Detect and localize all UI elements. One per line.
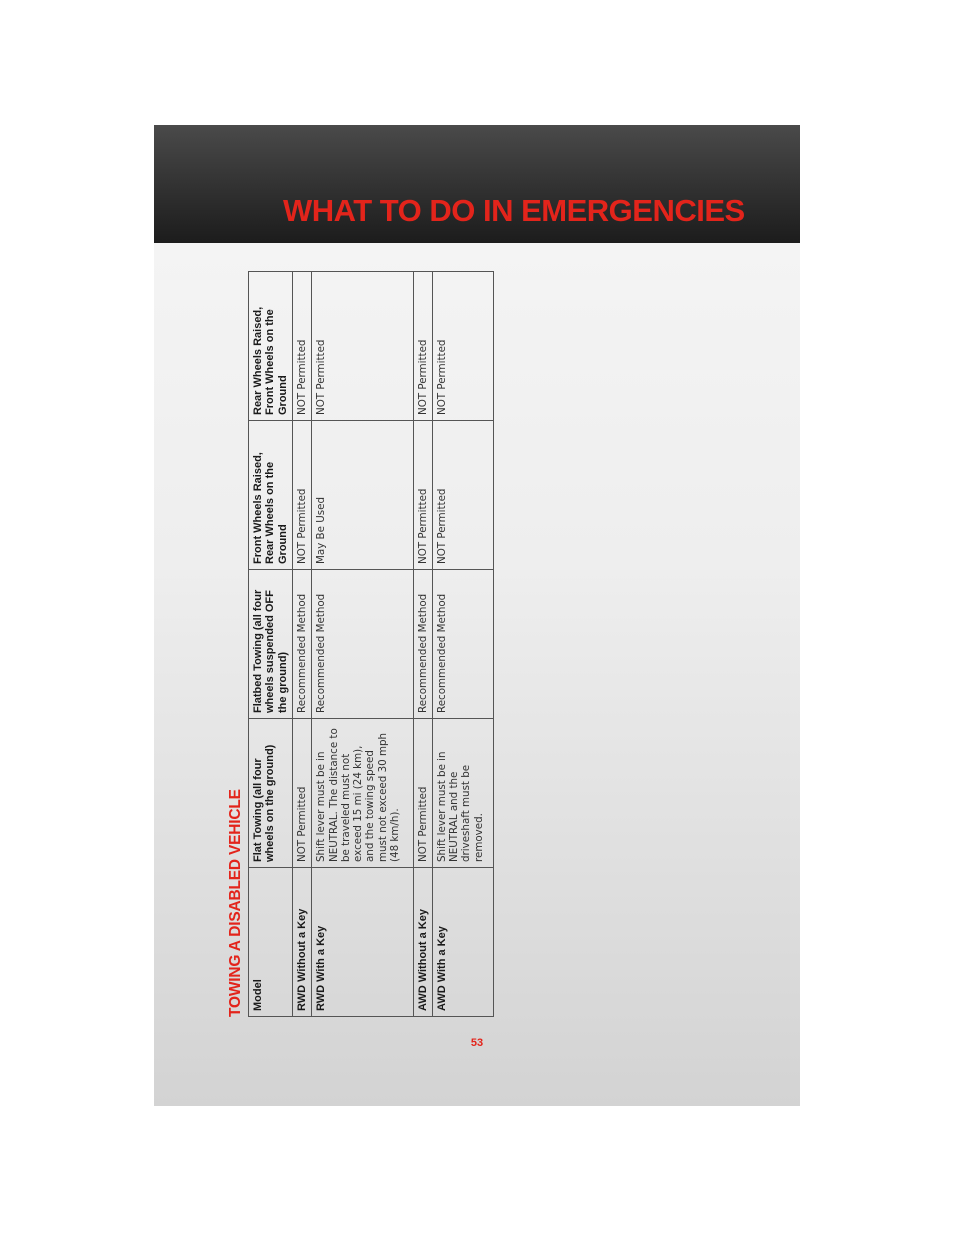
towing-section [223,272,494,1017]
table-cell: NOT Permitted [413,421,432,570]
table-cell: Recommended Method [432,570,493,719]
table-cell: NOT Permitted [432,272,493,421]
header-banner [154,125,800,243]
table-cell: NOT Permitted [312,272,413,421]
model-cell: AWD With a Key [432,868,493,1017]
header-flat-towing: Flat Towing (all four wheels on the ground) [249,719,293,868]
table-cell: NOT Permitted [413,272,432,421]
model-cell: RWD With a Key [312,868,413,1017]
section-title: TOWING A DISABLED VEHICLE [227,789,244,1017]
table-row [292,272,311,1017]
table-cell: NOT Permitted [292,272,311,421]
model-cell: RWD Without a Key [292,868,311,1017]
table-cell: Shift lever must be in NEUTRAL and the driveshaft must be removed. [432,719,493,868]
table-row [312,272,413,1017]
page-title: WHAT TO DO IN EMERGENCIES [283,193,745,228]
table-row [432,272,493,1017]
towing-table [248,271,494,1017]
header-front-wheels-raised: Front Wheels Raised, Rear Wheels on the Ground [249,421,293,570]
table-cell: Recommended Method [413,570,432,719]
header-rear-wheels-raised: Rear Wheels Raised, Front Wheels on the Ground [249,272,293,421]
header-model: Model [249,868,293,1017]
table-row [413,272,432,1017]
table-cell: Shift lever must be in NEUTRAL. The distance to be traveled must not exceed 15 mi (24 km), and the towing speed must not exceed 30 mph (48 km/h). [312,719,413,868]
table-cell: NOT Permitted [292,421,311,570]
table-cell: May Be Used [312,421,413,570]
table-header-row [249,272,293,1017]
table-cell: Recommended Method [292,570,311,719]
table-cell: NOT Permitted [292,719,311,868]
table-cell: NOT Permitted [413,719,432,868]
header-flatbed-towing: Flatbed Towing (all four wheels suspended OFF the ground) [249,570,293,719]
model-cell: AWD Without a Key [413,868,432,1017]
page-number: 53 [470,1037,484,1049]
table-cell: NOT Permitted [432,421,493,570]
table-cell: Recommended Method [312,570,413,719]
